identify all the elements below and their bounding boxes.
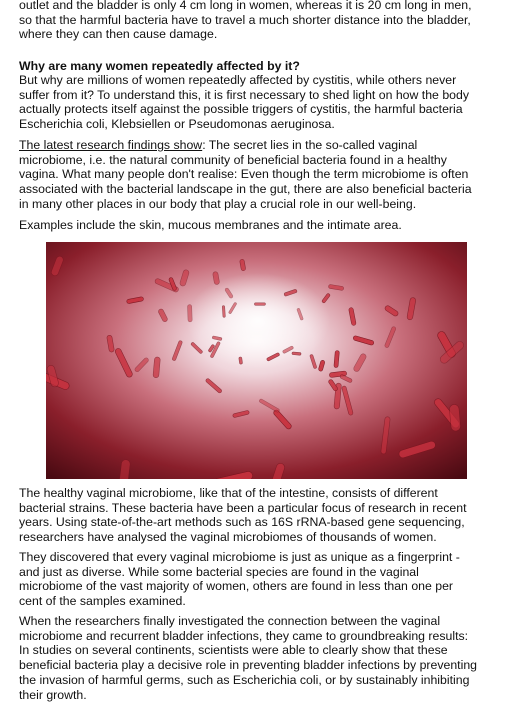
text-line: actually protects itself against the possible triggers of cystitis, the harmful bacteria	[19, 102, 463, 117]
intro-paragraph	[19, 0, 497, 42]
text-line: vagina. What many people don't realise: Even though the term microbiome is often	[19, 167, 469, 182]
bacteria-illustration	[46, 242, 467, 479]
paragraph-fingerprint	[19, 550, 497, 609]
text-line: suffer from it? To understand this, it is first necessary to shed light on how the body	[19, 87, 469, 102]
text-line: Escherichia coli, Klebsiellen or Pseudomonas aeruginosa.	[19, 117, 335, 132]
bacterium-shape	[239, 357, 243, 364]
paragraph-microbiome	[19, 486, 497, 545]
text-fragment: : The secret lies in the so-called vaginal	[202, 138, 418, 152]
text-line: researchers have analysed the vaginal microbiomes of thousands of women.	[19, 530, 437, 545]
text-line: years. Using state-of-the-art methods such as 16S rRNA-based gene sequencing,	[19, 515, 465, 530]
text-line: their growth.	[19, 687, 87, 702]
bacterium-shape	[222, 306, 225, 318]
bacterium-shape	[449, 404, 461, 431]
text-line: They discovered that every vaginal microbiome is just as unique as a fingerprint -	[19, 550, 460, 564]
text-line: microbiome and recurrent bladder infections, they came to groundbreaking results:	[19, 628, 469, 643]
paragraph-cystitis	[19, 73, 497, 132]
research-findings-link[interactable]: The latest research findings show	[19, 138, 203, 152]
bacteria-image	[46, 242, 467, 479]
section-heading: Why are many women repeatedly affected by it?	[19, 59, 300, 73]
paragraph-results	[19, 614, 497, 702]
text-line: and just as diverse. While some bacterial species are found in the vaginal	[19, 564, 419, 579]
bacterium-shape	[254, 303, 265, 306]
text-line: But why are millions of women repeatedly affected by cystitis, while others never	[19, 73, 457, 87]
text-line: associated with the bacterial landscape in the gut, there are also beneficial bacteria	[19, 182, 472, 197]
text-line: microbiome, i.e. the natural community of beneficial bacteria found in a healthy	[19, 152, 447, 167]
text-line	[19, 138, 497, 153]
text-line: beneficial bacteria play a decisive role in preventing bladder infections by preventing	[19, 658, 477, 673]
text-line: When the researchers finally investigated the connection between the vaginal	[19, 614, 441, 628]
text-line: outlet and the bladder is only 4 cm long in women, whereas it is 20 cm long in men,	[19, 0, 472, 12]
text-line: so that the harmful bacteria have to travel a much shorter distance into the bladder,	[19, 12, 471, 27]
text-line: microbiome of the vast majority of women, others are found in less than one per	[19, 579, 454, 594]
text-line: bacterial strains. These bacteria have been a particular focus of research in recent	[19, 500, 467, 515]
text-line: In studies on several continents, scientists were able to clearly show that these	[19, 643, 448, 658]
text-line: cent of the samples examined.	[19, 594, 186, 609]
bacterium-shape	[188, 305, 193, 322]
text-line: The healthy vaginal microbiome, like that of the intestine, consists of different	[19, 486, 438, 500]
text-line: where they can then cause damage.	[19, 27, 218, 42]
bacterium-shape	[292, 352, 301, 355]
paragraph-examples: Examples include the skin, mucous membranes and the intimate area.	[19, 218, 402, 232]
text-line: in many other places in our body that play a crucial role in our well-being.	[19, 196, 417, 211]
text-line: the invasion of harmful germs, such as Escherichia coli, or by sustainably inhibiting	[19, 672, 470, 687]
paragraph-research	[19, 138, 497, 212]
